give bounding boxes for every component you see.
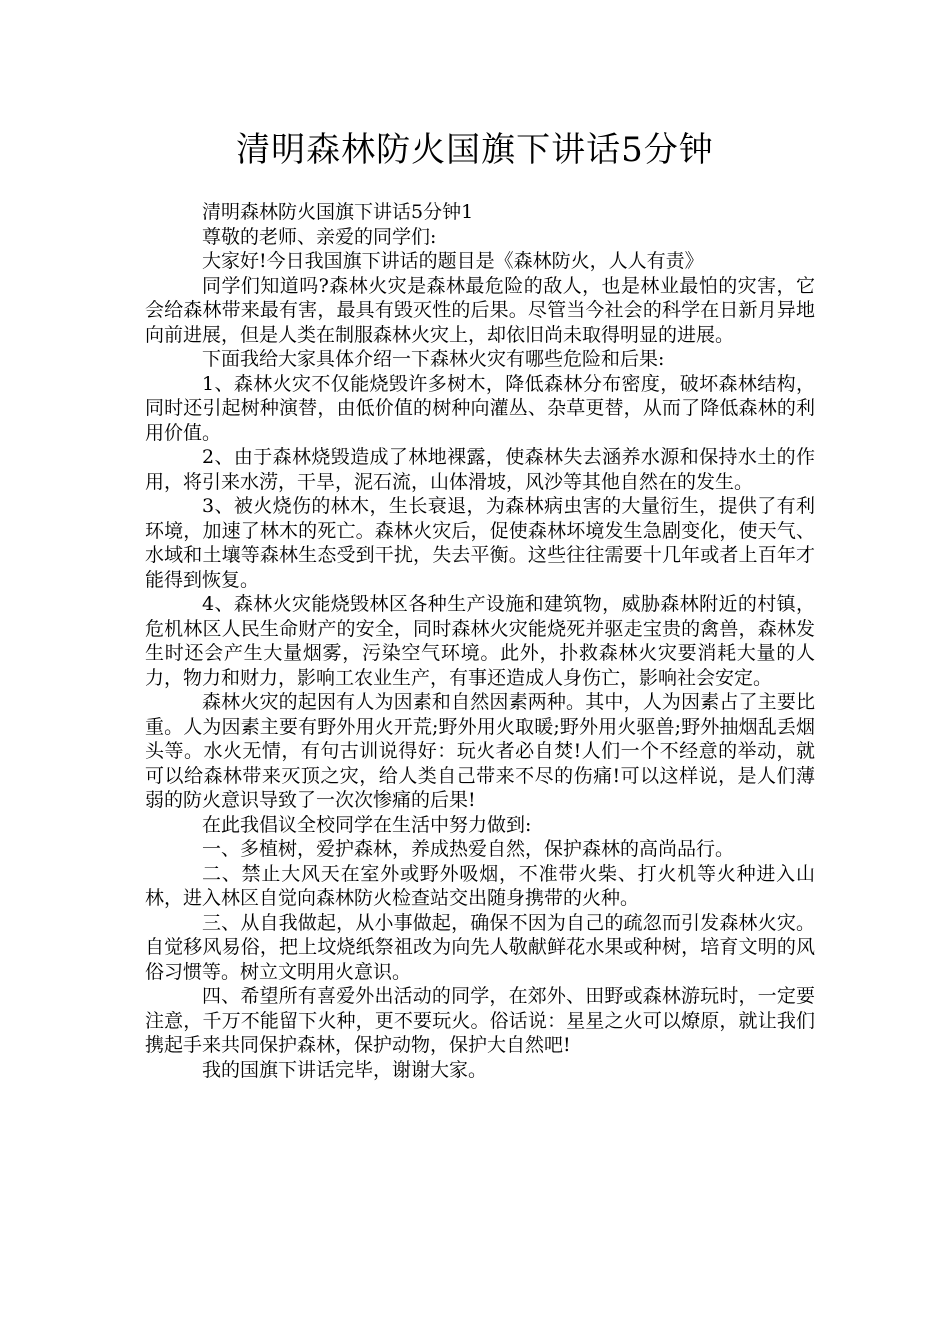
paragraph-point-2: 2、由于森林烧毁造成了林地裸露，使森林失去涵养水源和保持水土的作用，将引来水涝，干旱，泥石流，山体滑坡，风沙等其他自然在的发生。 — [145, 446, 815, 493]
page-title: 清明森林防火国旗下讲话5分钟 — [236, 130, 714, 170]
paragraph-greeting: 大家好!今日我国旗下讲话的题目是《森林防火，人人有责》 — [202, 250, 704, 272]
paragraph-proposal-4: 四、希望所有喜爱外出活动的同学，在郊外、田野或森林游玩时，一定要注意，千万不能留下火种，更不要玩火。俗话说：星星之火可以燎原，就让我们携起手来共同保护森林，保护动物，保护大自然吧! — [145, 985, 815, 1056]
paragraph-causes: 森林火灾的起因有人为因素和自然因素两种。其中，人为因素占了主要比重。人为因素主要有野外用火开荒;野外用火取暖;野外用火驱兽;野外抽烟乱丢烟头等。水火无情，有句古训说得好：玩火者必自焚!人们一个不经意的举动，就可以给森林带来灭顶之灾，给人类自己带来不尽的伤痛!可以这样说，是人们薄弱的防火意识导致了一次次惨痛的后果! — [145, 691, 815, 811]
document-body — [145, 200, 815, 1082]
paragraph-transition: 下面我给大家具体介绍一下森林火灾有哪些危险和后果: — [202, 348, 665, 370]
paragraph-proposal-intro: 在此我倡议全校同学在生活中努力做到: — [202, 813, 532, 836]
paragraph-intro: 同学们知道吗?森林火灾是森林最危险的敌人，也是林业最怕的灾害，它会给森林带来最有害，最具有毁灭性的后果。尽管当今社会的科学在日新月异地向前进展，但是人类在制服森林火灾上，却依旧尚未取得明显的进展。 — [145, 274, 815, 346]
paragraph-point-4: 4、森林火灾能烧毁林区各种生产设施和建筑物，威胁森林附近的村镇，危机林区人民生命财产的安全，同时森林火灾能烧死并驱走宝贵的禽兽，森林发生时还会产生大量烟雾，污染空气环境。此外，扑救森林火灾要消耗大量的人力，物力和财力，影响工农业生产，有事还造成人身伤亡，影响社会安定。 — [145, 593, 815, 689]
paragraph-closing: 我的国旗下讲话完毕，谢谢大家。 — [202, 1058, 488, 1081]
paragraph-proposal-1: 一、多植树，爱护森林，养成热爱自然，保护森林的高尚品行。 — [202, 838, 735, 860]
paragraph-proposal-3: 三、从自我做起，从小事做起，确保不因为自己的疏忽而引发森林火灾。自觉移风易俗，把上坟烧纸祭祖改为向先人敬献鲜花水果或种树，培育文明的风俗习惯等。树立文明用火意识。 — [145, 911, 815, 983]
paragraph-subtitle: 清明森林防火国旗下讲话5分钟1 — [202, 201, 474, 223]
paragraph-point-1: 1、森林火灾不仅能烧毁许多树木，降低森林分布密度，破坏森林结构，同时还引起树种演替，由低价值的树种向灌丛、杂草更替，从而了降低森林的利用价值。 — [145, 372, 815, 444]
paragraph-proposal-2: 二、禁止大风天在室外或野外吸烟，不准带火柴、打火机等火种进入山林，进入林区自觉向森林防火检查站交出随身携带的火种。 — [145, 862, 815, 909]
paragraph-point-3: 3、被火烧伤的林木，生长衰退，为森林病虫害的大量衍生，提供了有利环境，加速了林木的死亡。森林火灾后，促使森林坏境发生急剧变化，使天气、水域和土壤等森林生态受到干扰，失去平衡。这些往往需要十几年或者上百年才能得到恢复。 — [145, 495, 815, 591]
paragraph-salutation: 尊敬的老师、亲爱的同学们: — [202, 225, 437, 248]
